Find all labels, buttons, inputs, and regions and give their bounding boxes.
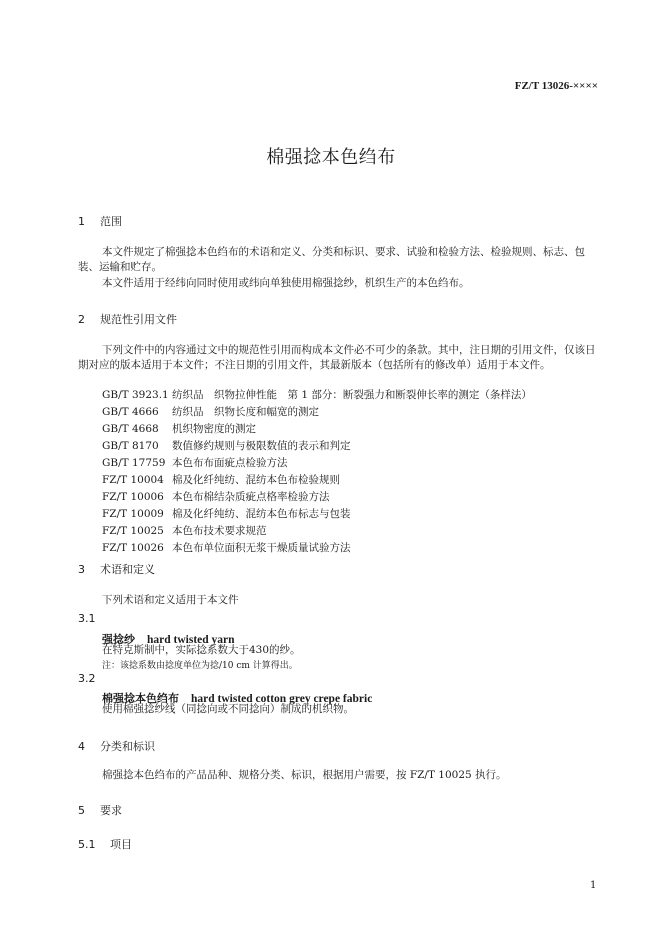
page-number: 1 xyxy=(590,880,597,891)
reference-item xyxy=(102,523,532,540)
reference-item xyxy=(102,387,532,404)
term-chinese: 棉强捻本色绉布 xyxy=(102,692,179,705)
term-3-1-definition: 在特克斯制中，实际捻系数大于430的纱。 xyxy=(102,644,301,656)
reference-code: FZ/T 10004 xyxy=(102,474,164,486)
term-english: hard twisted cotton grey crepe fabric xyxy=(191,693,373,705)
section-title: 要求 xyxy=(100,804,122,817)
reference-title: 棉及化纤纯纺、混纺本色布检验规则 xyxy=(172,474,340,486)
reference-code: GB/T 4666 xyxy=(102,406,159,418)
section-title: 项目 xyxy=(110,838,132,851)
section-number: 3 xyxy=(78,563,85,576)
section-number: 1 xyxy=(78,215,85,228)
reference-title: 纺织品 织物长度和幅宽的测定 xyxy=(172,406,319,418)
term-english: hard twisted yarn xyxy=(147,634,235,646)
section-title: 术语和定义 xyxy=(100,563,155,576)
standard-code: FZ/T 13026-×××× xyxy=(514,80,598,92)
reference-title: 纺织品 织物拉伸性能 第 1 部分：断裂强力和断裂伸长率的测定（条样法） xyxy=(172,389,532,401)
section-number: 5.1 xyxy=(78,838,96,851)
section-number: 4 xyxy=(78,740,85,753)
reference-code: GB/T 4668 xyxy=(102,423,159,435)
document-title: 棉强捻本色绉布 xyxy=(266,147,396,168)
section-title: 规范性引用文件 xyxy=(100,313,177,326)
term-3-2-number: 3.2 xyxy=(78,672,96,685)
reference-title: 本色布布面疵点检验方法 xyxy=(172,457,288,469)
reference-title: 数值修约规则与极限数值的表示和判定 xyxy=(172,440,351,452)
reference-item xyxy=(102,404,532,421)
reference-title: 棉及化纤纯纺、混纺本色布标志与包装 xyxy=(172,508,351,520)
section-2-heading xyxy=(78,311,177,327)
reference-item xyxy=(102,421,532,438)
section-number: 2 xyxy=(78,313,85,326)
reference-code: FZ/T 10025 xyxy=(102,525,164,537)
reference-code: FZ/T 10026 xyxy=(102,542,164,554)
reference-item xyxy=(102,455,532,472)
reference-list xyxy=(102,387,532,557)
section-title: 范围 xyxy=(100,215,122,228)
terms-intro: 下列术语和定义适用于本文件 xyxy=(102,594,239,606)
reference-title: 本色布技术要求规范 xyxy=(172,525,267,537)
term-3-1-note: 注：该捻系数由捻度单位为捻/10 cm 计算得出。 xyxy=(102,661,298,671)
section-title: 分类和标识 xyxy=(100,740,155,753)
normative-references-intro: 下列文件中的内容通过文中的规范性引用而构成本文件必不可少的条款。其中，注日期的引用文件，仅该日期对应的版本适用于本文件；不注日期的引用文件，其最新版本（包括所有的修改单）适用于本文件。 xyxy=(78,344,596,371)
scope-paragraph-2: 本文件适用于经纬向同时使用或纬向单独使用棉强捻纱，机织生产的本色绉布。 xyxy=(102,277,470,289)
reference-code: FZ/T 10006 xyxy=(102,491,164,503)
section-5-heading xyxy=(78,802,122,818)
reference-item xyxy=(102,540,532,557)
section-number: 5 xyxy=(78,804,85,817)
section-1-heading xyxy=(78,213,122,229)
reference-code: GB/T 8170 xyxy=(102,440,159,452)
reference-item xyxy=(102,438,532,455)
term-3-1-number: 3.1 xyxy=(78,612,96,625)
reference-title: 本色布棉结杂质疵点格率检验方法 xyxy=(172,491,330,503)
reference-item xyxy=(102,472,532,489)
reference-item xyxy=(102,489,532,506)
reference-item xyxy=(102,506,532,523)
reference-code: FZ/T 10009 xyxy=(102,508,164,520)
scope-paragraph-1: 本文件规定了棉强捻本色绉布的术语和定义、分类和标识、要求、试验和检验方法、检验规则、标志、包装、运输和贮存。 xyxy=(78,246,585,273)
section-3-heading xyxy=(78,561,155,577)
reference-title: 机织物密度的测定 xyxy=(172,423,256,435)
section-5-1-heading xyxy=(78,836,132,852)
reference-title: 本色布单位面积无浆干燥质量试验方法 xyxy=(172,542,351,554)
term-chinese: 强捻纱 xyxy=(102,633,135,646)
reference-code: GB/T 17759 xyxy=(102,457,166,469)
section-4-heading xyxy=(78,738,155,754)
term-3-2-definition: 使用棉强捻纱线（同捻向或不同捻向）制成的机织物。 xyxy=(102,703,354,715)
reference-code: GB/T 3923.1 xyxy=(102,389,169,401)
classification-paragraph: 棉强捻本色绉布的产品品种、规格分类、标识，根据用户需要，按 FZ/T 10025 执行。 xyxy=(102,769,507,781)
